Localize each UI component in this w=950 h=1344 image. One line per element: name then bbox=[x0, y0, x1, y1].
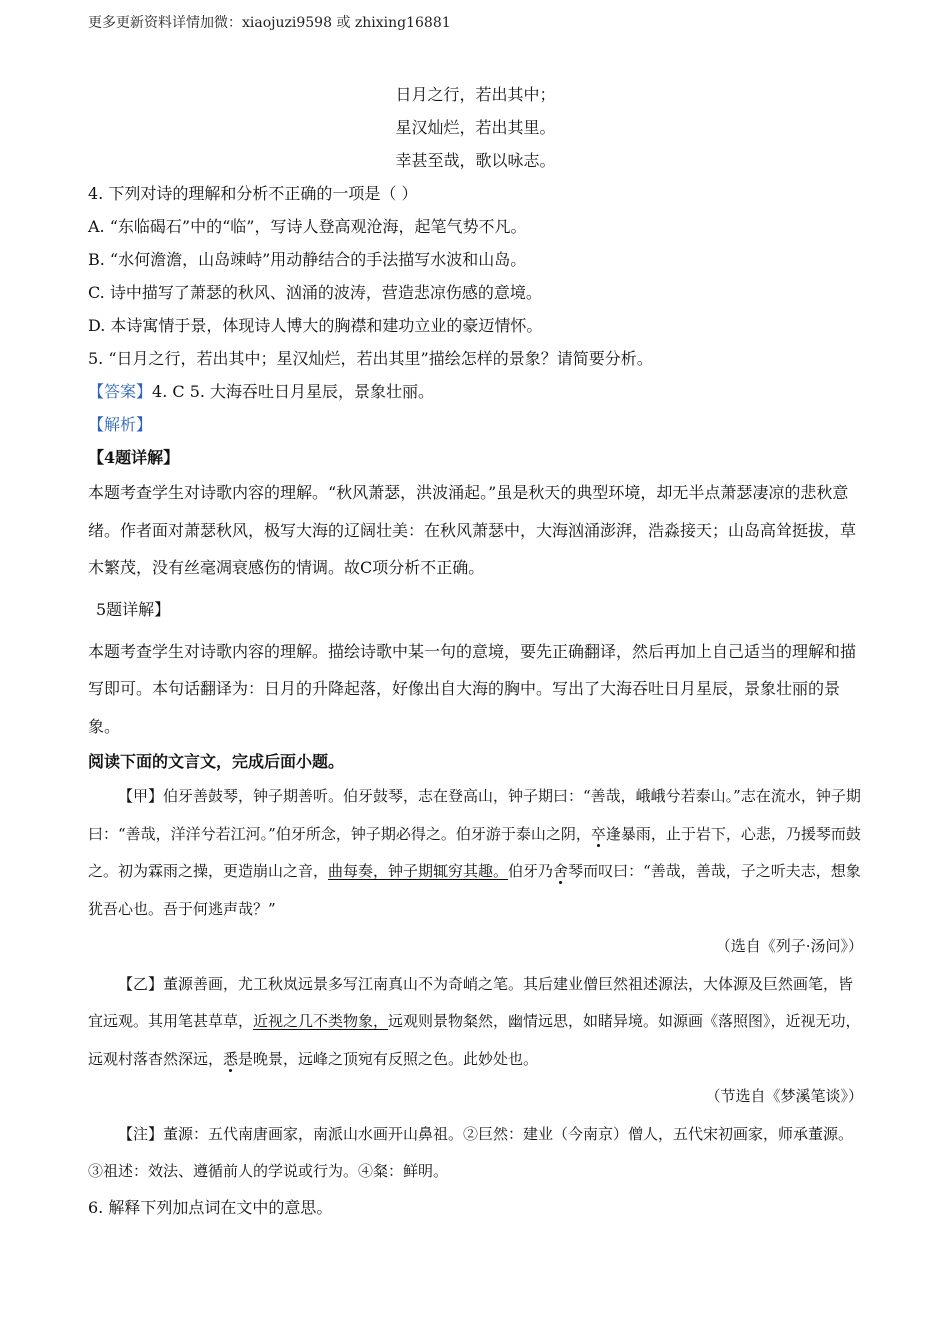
reading-instruction: 阅读下面的文言文，完成后面小题。 bbox=[88, 752, 345, 771]
answer-line bbox=[88, 375, 863, 408]
poem-line: 星汉灿烂，若出其里。 bbox=[395, 118, 556, 137]
passage-text: 【乙】董源善画，尤工秋岚远景多写江南真山不为奇峭之笔。其后建业僧巨然祖述源法，大体源及巨然画笔，皆宜远观。其用笔甚草草， bbox=[88, 974, 854, 1030]
poem-line: 幸甚至哉，歌以咏志。 bbox=[395, 151, 556, 170]
option-d: D. 本诗寓情于景，体现诗人博大的胸襟和建功立业的豪迈情怀。 bbox=[88, 316, 543, 335]
detail-5-text: 本题考查学生对诗歌内容的理解。描绘诗歌中某一句的意境，要先正确翻译，然后再加上自己适当的理解和描写即可。本句话翻译为：日月的升降起落，好像出自大海的胸中。写出了大海吞吐日月星辰，景象壮丽的景象。 bbox=[88, 641, 857, 736]
question-5: 5. “日月之行，若出其中；星汉灿烂，若出其里”描绘怎样的景象？请简要分析。 bbox=[88, 349, 653, 368]
question-4 bbox=[88, 177, 863, 342]
passage-yi bbox=[88, 966, 863, 1079]
underlined-sentence: 近视之几不类物象， bbox=[253, 1012, 389, 1030]
detail-5-title: 5题详解】 bbox=[96, 599, 171, 619]
answer-text: 4. C 5. 大海吞吐日月星辰，景象壮丽。 bbox=[152, 382, 435, 401]
passage-text: 伯牙乃 bbox=[508, 862, 554, 880]
question-6: 6. 解释下列加点词在文中的意思。 bbox=[88, 1197, 333, 1217]
detail-4-text: 本题考查学生对诗歌内容的理解。“秋风萧瑟，洪波涌起。”虽是秋天的典型环境，却无半点萧瑟凄凉的悲秋意绪。作者面对萧瑟秋风，极写大海的辽阔壮美：在秋风萧瑟中，大海汹涌澎湃，浩淼接天；山岛高耸挺拔，草木繁茂，没有丝毫凋衰感伤的情调。故C项分析不正确。 bbox=[88, 483, 857, 577]
underlined-sentence: 曲每奏，钟子期辄穷其趣。 bbox=[328, 862, 509, 880]
question-stem: 4. 下列对诗的理解和分析不正确的一项是（ ） bbox=[88, 184, 418, 203]
source-jia: （选自《列子·汤问》） bbox=[715, 937, 863, 955]
option-c: C. 诗中描写了萧瑟的秋风、汹涌的波涛，营造悲凉伤感的意境。 bbox=[88, 283, 542, 302]
passage-text: 琴而叹曰：“善哉，善哉，子之听夫志，想象犹吾心也。吾于何逃声哉？” bbox=[88, 862, 861, 918]
passage-text: 【甲】伯牙善鼓琴，钟子期善听。伯牙鼓琴，志在登高山，钟子期曰：“善哉，峨峨兮若泰山。”志在流水，钟子期曰：“善哉，洋洋兮若江河。”伯牙所念，钟子期必得之。伯牙游于泰山之阴， bbox=[88, 787, 861, 843]
header-note: 更多更新资料详情加微：xiaojuzi9598 或 zhixing16881 bbox=[88, 15, 451, 31]
dotted-word: 卒 bbox=[590, 824, 606, 843]
document-page bbox=[88, 78, 863, 1224]
notes: 【注】董源：五代南唐画家，南派山水画开山鼻祖。②巨然：建业（今南京）僧人，五代宋初画家，师承董源。③祖述：效法、遵循前人的学说或行为。④粲：鲜明。 bbox=[88, 1124, 854, 1180]
dotted-word: 舍 bbox=[553, 862, 569, 880]
analysis-tag: 【解析】 bbox=[88, 415, 153, 434]
dotted-word: 悉 bbox=[223, 1049, 239, 1068]
answer-tag: 【答案】 bbox=[88, 382, 153, 401]
source-yi: （节选自《梦溪笔谈》） bbox=[705, 1087, 863, 1105]
passage-jia bbox=[88, 778, 863, 928]
poem-line: 日月之行，若出其中； bbox=[395, 85, 556, 104]
passage-text: 远观则景物粲然，幽情远思，如睹异境。如源画《落照图》，近视无功，远观村落杳然深远， bbox=[88, 1012, 861, 1068]
poem-block bbox=[88, 78, 863, 177]
passage-text: 逢暴雨，止于岩下，心悲，乃援琴而鼓之。初为霖雨之操，更造崩山之音， bbox=[88, 824, 861, 880]
detail-4-title: 【4题详解】 bbox=[88, 448, 180, 467]
passage-text: 是晚景，远峰之顶宛有反照之色。此妙处也。 bbox=[238, 1049, 539, 1068]
option-a: A. “东临碣石”中的“临”，写诗人登高观沧海，起笔气势不凡。 bbox=[88, 217, 527, 236]
option-b: B. “水何澹澹，山岛竦峙”用动静结合的手法描写水波和山岛。 bbox=[88, 250, 527, 269]
